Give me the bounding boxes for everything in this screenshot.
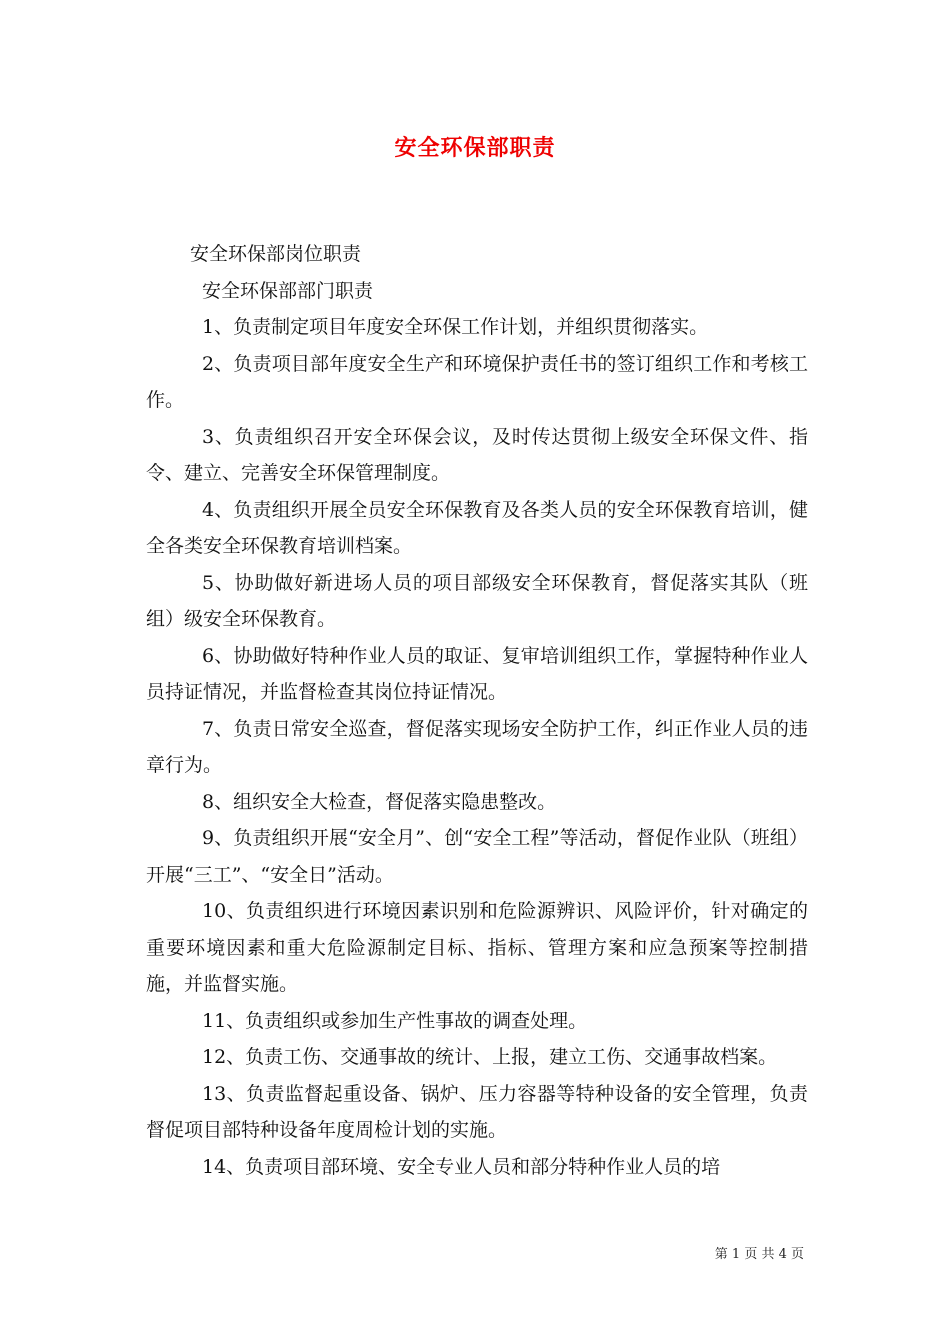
duty-item-7: 7、负责日常安全巡查，督促落实现场安全防护工作，纠正作业人员的违章行为。 <box>146 717 808 776</box>
duty-item-1: 1、负责制定项目年度安全环保工作计划，并组织贯彻落实。 <box>202 316 709 338</box>
page-title: 安全环保部职责 <box>394 135 556 161</box>
duty-item-3: 3、负责组织召开安全环保会议，及时传达贯彻上级安全环保文件、指令、建立、完善安全环保管理制度。 <box>146 425 808 484</box>
duty-item-2: 2、负责项目部年度安全生产和环境保护责任书的签订组织工作和考核工作。 <box>146 352 808 411</box>
duty-item-13: 13、负责监督起重设备、锅炉、压力容器等特种设备的安全管理，负责督促项目部特种设备年度周检计划的实施。 <box>146 1082 808 1141</box>
page-number-footer: 第 1 页 共 4 页 <box>714 1247 804 1262</box>
duty-item-8: 8、组织安全大检查，督促落实隐患整改。 <box>202 790 557 813</box>
duty-item-5: 5、协助做好新进场人员的项目部级安全环保教育，督促落实其队（班组）级安全环保教育。 <box>146 571 808 630</box>
document-body <box>146 236 808 1185</box>
duty-item-12: 12、负责工伤、交通事故的统计、上报，建立工伤、交通事故档案。 <box>202 1046 778 1068</box>
duty-item-9: 9、负责组织开展“安全月”、创“安全工程”等活动，督促作业队（班组）开展“三工”、“安全日”活动。 <box>146 827 808 886</box>
duty-item-4: 4、负责组织开展全员安全环保教育及各类人员的安全环保教育培训，健全各类安全环保教育培训档案。 <box>146 498 808 557</box>
subheading-post-duties: 安全环保部岗位职责 <box>190 243 362 265</box>
duty-item-11: 11、负责组织或参加生产性事故的调查处理。 <box>202 1009 588 1032</box>
subheading-department-duties: 安全环保部部门职责 <box>202 279 374 302</box>
duty-item-14: 14、负责项目部环境、安全专业人员和部分特种作业人员的培 <box>202 1155 721 1178</box>
duty-item-10: 10、负责组织进行环境因素识别和危险源辨识、风险评价，针对确定的重要环境因素和重大危险源制定目标、指标、管理方案和应急预案等控制措施，并监督实施。 <box>146 900 808 995</box>
duty-item-6: 6、协助做好特种作业人员的取证、复审培训组织工作，掌握特种作业人员持证情况，并监督检查其岗位持证情况。 <box>146 644 808 703</box>
